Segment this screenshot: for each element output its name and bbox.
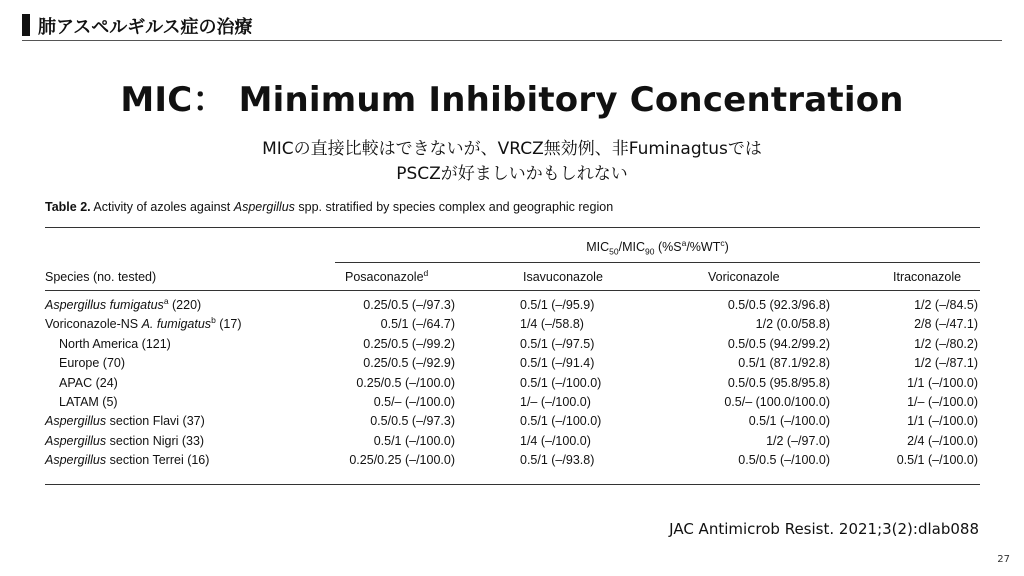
- value-cell-isa: 0.5/1 (–/93.8): [520, 453, 595, 468]
- subtitle-line-2: PSCZが好ましいかもしれない: [396, 164, 628, 184]
- value-cell-vori: 1/2 (0.0/58.8): [755, 317, 830, 332]
- species-it: Aspergillus: [45, 453, 107, 468]
- value-cell-itra: 1/2 (–/87.1): [914, 356, 978, 371]
- species-cell: [45, 337, 171, 351]
- table-top-rule: [45, 227, 980, 228]
- value-cell-vori: 1/2 (–/97.0): [766, 433, 830, 448]
- table-caption-text-2: spp. stratified by species complex and geographic region: [294, 200, 614, 214]
- species-cell: [45, 395, 118, 409]
- species-cell: [45, 414, 205, 428]
- value-cell-itra: 2/8 (–/47.1): [914, 317, 978, 332]
- table-caption-italic: Aspergillus: [233, 200, 295, 214]
- value-cell-itra: 1/1 (–/100.0): [907, 375, 978, 390]
- value-cell-posa: 0.5/– (–/100.0): [373, 395, 455, 409]
- value-cell-vori: 0.5/0.5 (95.8/95.8): [727, 375, 830, 390]
- species-pre: APAC (24): [59, 375, 118, 390]
- value-cell-isa: 0.5/1 (–/97.5): [520, 336, 595, 351]
- species-it: Aspergillus fumigatus: [45, 298, 164, 312]
- species-cell: [45, 453, 209, 467]
- table-group-rule: [335, 262, 980, 263]
- table-caption-text-1: Activity of azoles against: [90, 200, 234, 214]
- page-number: 27: [997, 554, 1010, 565]
- group-header-sup: c: [720, 238, 725, 248]
- value-cell-vori: 0.5/0.5 (94.2/99.2): [727, 336, 830, 351]
- value-cell-vori: 0.5/0.5 (92.3/96.8): [727, 298, 830, 312]
- value-cell-itra: 0.5/1 (–/100.0): [896, 453, 978, 468]
- value-cell-isa: 0.5/1 (–/91.4): [520, 356, 595, 371]
- value-cell-posa: 0.5/1 (–/64.7): [380, 317, 455, 332]
- species-it: Aspergillus: [45, 433, 107, 448]
- group-header-part: MIC: [586, 240, 610, 255]
- species-pre: Europe (70): [59, 356, 126, 371]
- value-cell-posa: 0.25/0.5 (–/100.0): [356, 375, 455, 390]
- group-header-sub: 50: [609, 246, 619, 257]
- group-header-sup: a: [681, 238, 687, 248]
- value-cell-itra: 2/4 (–/100.0): [907, 433, 978, 448]
- header-bar-marker: [22, 14, 30, 36]
- table-bottom-rule: [45, 484, 980, 485]
- value-cell-vori: 0.5/– (100.0/100.0): [724, 395, 830, 409]
- species-post: section Terrei (16): [106, 453, 210, 468]
- col-header-species: Species (no. tested): [45, 270, 157, 284]
- slide-title: MIC： Minimum Inhibitory Concentration: [120, 80, 904, 120]
- subtitle-line-1: MICの直接比較はできないが、VRCZ無効例、非Fuminagtusでは: [262, 139, 762, 159]
- species-post: section Nigri (33): [106, 433, 205, 448]
- col-header-posaconazole: [345, 267, 429, 284]
- species-post: section Flavi (37): [106, 414, 205, 429]
- col-header-itraconazole: Itraconazole: [893, 270, 962, 284]
- table-group-header: [335, 238, 980, 257]
- species-pre: Voriconazole-NS: [45, 317, 142, 332]
- value-cell-posa: 0.5/1 (–/100.0): [373, 433, 455, 448]
- value-cell-vori: 0.5/1 (–/100.0): [748, 414, 830, 429]
- value-cell-vori: 0.5/1 (87.1/92.8): [738, 356, 830, 371]
- species-post: (17): [215, 317, 242, 332]
- value-cell-isa: 0.5/1 (–/95.9): [520, 298, 595, 312]
- value-cell-itra: 1/2 (–/80.2): [914, 336, 978, 351]
- col-header-posaconazole-label: Posaconazole: [345, 270, 424, 284]
- table-header-rule: [45, 290, 980, 291]
- value-cell-posa: 0.5/0.5 (–/97.3): [370, 414, 455, 429]
- value-cell-posa: 0.25/0.5 (–/97.3): [363, 298, 455, 312]
- species-cell: [45, 295, 202, 312]
- value-cell-isa: 1/– (–/100.0): [520, 395, 591, 409]
- col-header-voriconazole: Voriconazole: [708, 270, 780, 284]
- table-caption: [45, 200, 613, 214]
- value-cell-vori: 0.5/0.5 (–/100.0): [738, 453, 830, 468]
- species-sup: b: [211, 315, 216, 326]
- value-cell-isa: 0.5/1 (–/100.0): [520, 375, 602, 390]
- table-caption-lead: Table 2.: [45, 200, 91, 214]
- group-header-part: (%S: [654, 240, 682, 255]
- col-header-posaconazole-sup: d: [423, 267, 429, 278]
- species-cell: [45, 434, 204, 448]
- species-post: (220): [168, 298, 202, 312]
- col-header-isavuconazole: Isavuconazole: [523, 270, 603, 284]
- group-header-part: ): [724, 240, 729, 255]
- value-cell-itra: 1/1 (–/100.0): [907, 414, 978, 429]
- slide-header: [22, 12, 1002, 41]
- citation: JAC Antimicrob Resist. 2021;3(2):dlab088: [669, 520, 979, 538]
- value-cell-posa: 0.25/0.5 (–/92.9): [363, 356, 455, 371]
- group-header-part: /MIC: [618, 240, 646, 255]
- slide-subtitle: [0, 137, 1024, 187]
- species-pre: North America (121): [59, 336, 171, 351]
- species-it: Aspergillus: [45, 414, 107, 429]
- value-cell-itra: 1/2 (–/84.5): [914, 298, 978, 312]
- value-cell-isa: 1/4 (–/58.8): [520, 317, 584, 332]
- value-cell-isa: 0.5/1 (–/100.0): [520, 414, 602, 429]
- species-sup: a: [163, 295, 169, 306]
- value-cell-posa: 0.25/0.25 (–/100.0): [349, 453, 455, 468]
- species-cell: [45, 356, 125, 370]
- species-cell: [45, 376, 118, 390]
- species-cell: [45, 317, 242, 331]
- value-cell-isa: 1/4 (–/100.0): [520, 433, 591, 448]
- value-cell-itra: 1/– (–/100.0): [907, 395, 978, 409]
- value-cell-posa: 0.25/0.5 (–/99.2): [363, 336, 455, 351]
- group-header-sub: 90: [645, 246, 655, 257]
- species-pre: LATAM (5): [59, 395, 118, 409]
- group-header-part: /%WT: [686, 240, 721, 255]
- species-it: A. fumigatus: [141, 317, 212, 332]
- header-title: 肺アスペルギルス症の治療: [38, 17, 253, 38]
